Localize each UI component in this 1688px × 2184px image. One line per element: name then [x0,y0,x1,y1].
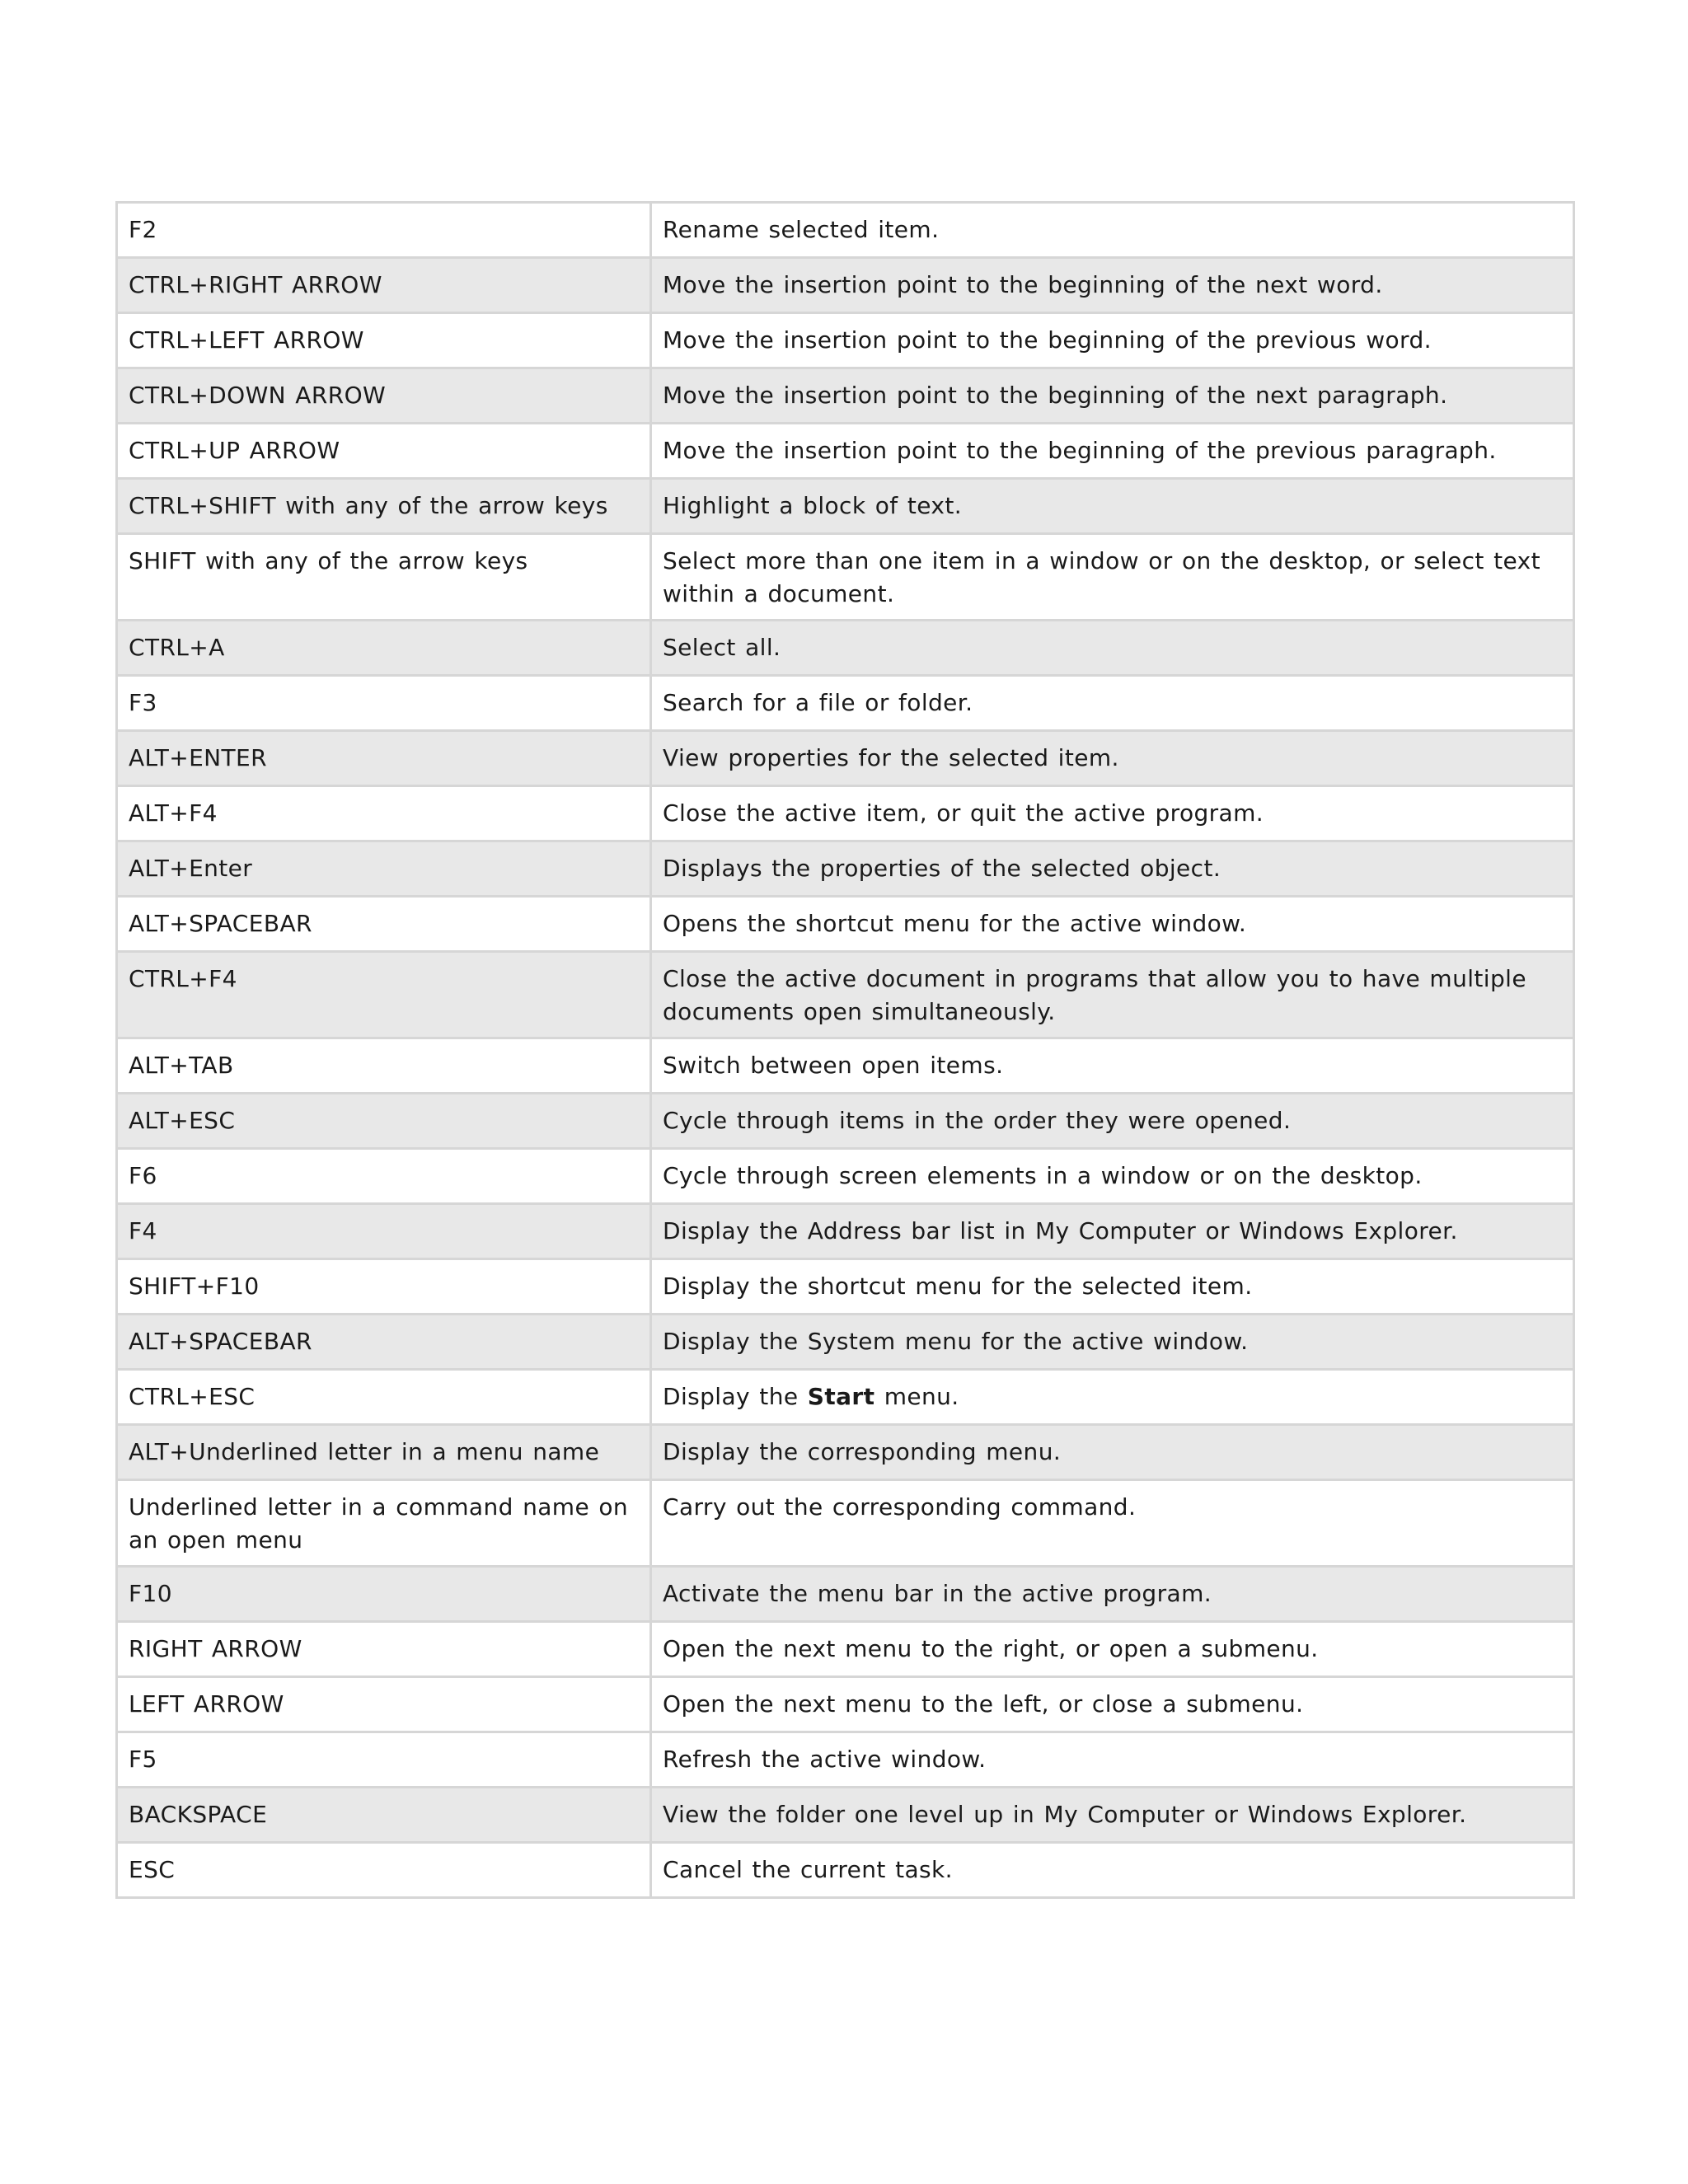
shortcut-key: CTRL+LEFT ARROW [117,313,651,368]
shortcut-key: CTRL+ESC [117,1370,651,1425]
table-row [117,1843,1574,1898]
description-text: menu. [874,1383,959,1410]
shortcut-description: View the folder one level up in My Computer or Windows Explorer. [651,1788,1574,1843]
shortcut-description: Move the insertion point to the beginning of the next word. [651,258,1574,313]
shortcut-key: CTRL+UP ARROW [117,424,651,479]
table-row [117,952,1574,1038]
shortcut-key: F6 [117,1149,651,1204]
shortcut-description: Refresh the active window. [651,1732,1574,1788]
table-row [117,731,1574,786]
table-row [117,897,1574,952]
table-row [117,1315,1574,1370]
shortcut-description: Move the insertion point to the beginning of the next paragraph. [651,368,1574,424]
shortcut-description: Open the next menu to the right, or open a submenu. [651,1622,1574,1677]
shortcut-description: Move the insertion point to the beginning of the previous word. [651,313,1574,368]
table-row [117,203,1574,258]
table-row [117,841,1574,897]
table-row [117,1567,1574,1622]
table-row [117,313,1574,368]
shortcut-description: Cancel the current task. [651,1843,1574,1898]
shortcut-description: Highlight a block of text. [651,479,1574,534]
shortcut-key: F4 [117,1204,651,1259]
shortcut-key: ALT+SPACEBAR [117,1315,651,1370]
shortcut-key: ALT+F4 [117,786,651,841]
shortcut-description: Move the insertion point to the beginning of the previous paragraph. [651,424,1574,479]
shortcut-key: SHIFT+F10 [117,1259,651,1315]
shortcut-key: F5 [117,1732,651,1788]
shortcut-key: CTRL+RIGHT ARROW [117,258,651,313]
shortcut-description: Rename selected item. [651,203,1574,258]
shortcut-key: CTRL+DOWN ARROW [117,368,651,424]
start-menu-label: Start [807,1383,875,1410]
shortcut-key: ALT+SPACEBAR [117,897,651,952]
table-row [117,1038,1574,1094]
table-row [117,786,1574,841]
table-row [117,258,1574,313]
table-row [117,1259,1574,1315]
table-row [117,534,1574,621]
shortcut-description: View properties for the selected item. [651,731,1574,786]
table-row [117,1370,1574,1425]
shortcut-description: Select all. [651,621,1574,676]
shortcut-description: Display the shortcut menu for the selected item. [651,1259,1574,1315]
shortcut-key: ALT+ENTER [117,731,651,786]
shortcut-key: ALT+Underlined letter in a menu name [117,1425,651,1480]
shortcut-description: Select more than one item in a window or on the desktop, or select text within a document. [651,534,1574,621]
shortcut-key: Underlined letter in a command name on an open menu [117,1480,651,1567]
shortcut-key: ESC [117,1843,651,1898]
shortcuts-table [115,201,1575,1899]
shortcut-description: Activate the menu bar in the active program. [651,1567,1574,1622]
table-row [117,1480,1574,1567]
shortcut-key: CTRL+A [117,621,651,676]
table-row [117,621,1574,676]
shortcut-description: Close the active document in programs that allow you to have multiple documents open simultaneously. [651,952,1574,1038]
shortcut-description: Search for a file or folder. [651,676,1574,731]
shortcut-description: Display the Address bar list in My Computer or Windows Explorer. [651,1204,1574,1259]
shortcut-key: SHIFT with any of the arrow keys [117,534,651,621]
shortcut-key: RIGHT ARROW [117,1622,651,1677]
shortcut-key: F2 [117,203,651,258]
table-row [117,479,1574,534]
table-row [117,1788,1574,1843]
table-row [117,1677,1574,1732]
table-row [117,368,1574,424]
shortcut-key: CTRL+F4 [117,952,651,1038]
shortcut-description: Close the active item, or quit the active program. [651,786,1574,841]
shortcut-description: Cycle through screen elements in a window or on the desktop. [651,1149,1574,1204]
description-text: Display the [663,1383,808,1410]
shortcut-key: LEFT ARROW [117,1677,651,1732]
shortcut-description: Cycle through items in the order they were opened. [651,1094,1574,1149]
shortcut-description: Display the System menu for the active window. [651,1315,1574,1370]
shortcut-key: F3 [117,676,651,731]
shortcut-key: ALT+TAB [117,1038,651,1094]
shortcut-key: F10 [117,1567,651,1622]
table-row [117,1732,1574,1788]
shortcut-key: CTRL+SHIFT with any of the arrow keys [117,479,651,534]
shortcut-description: Display the corresponding menu. [651,1425,1574,1480]
shortcut-description: Open the next menu to the left, or close a submenu. [651,1677,1574,1732]
shortcut-description: Displays the properties of the selected object. [651,841,1574,897]
table-row [117,676,1574,731]
table-row [117,1622,1574,1677]
shortcut-key: ALT+Enter [117,841,651,897]
table-row [117,1149,1574,1204]
shortcut-description: Carry out the corresponding command. [651,1480,1574,1567]
shortcut-description: Opens the shortcut menu for the active window. [651,897,1574,952]
shortcut-key: ALT+ESC [117,1094,651,1149]
table-row [117,424,1574,479]
shortcut-key: BACKSPACE [117,1788,651,1843]
table-row [117,1425,1574,1480]
shortcut-description [651,1370,1574,1425]
shortcuts-table-body [117,203,1574,1898]
table-row [117,1094,1574,1149]
shortcut-description: Switch between open items. [651,1038,1574,1094]
table-row [117,1204,1574,1259]
